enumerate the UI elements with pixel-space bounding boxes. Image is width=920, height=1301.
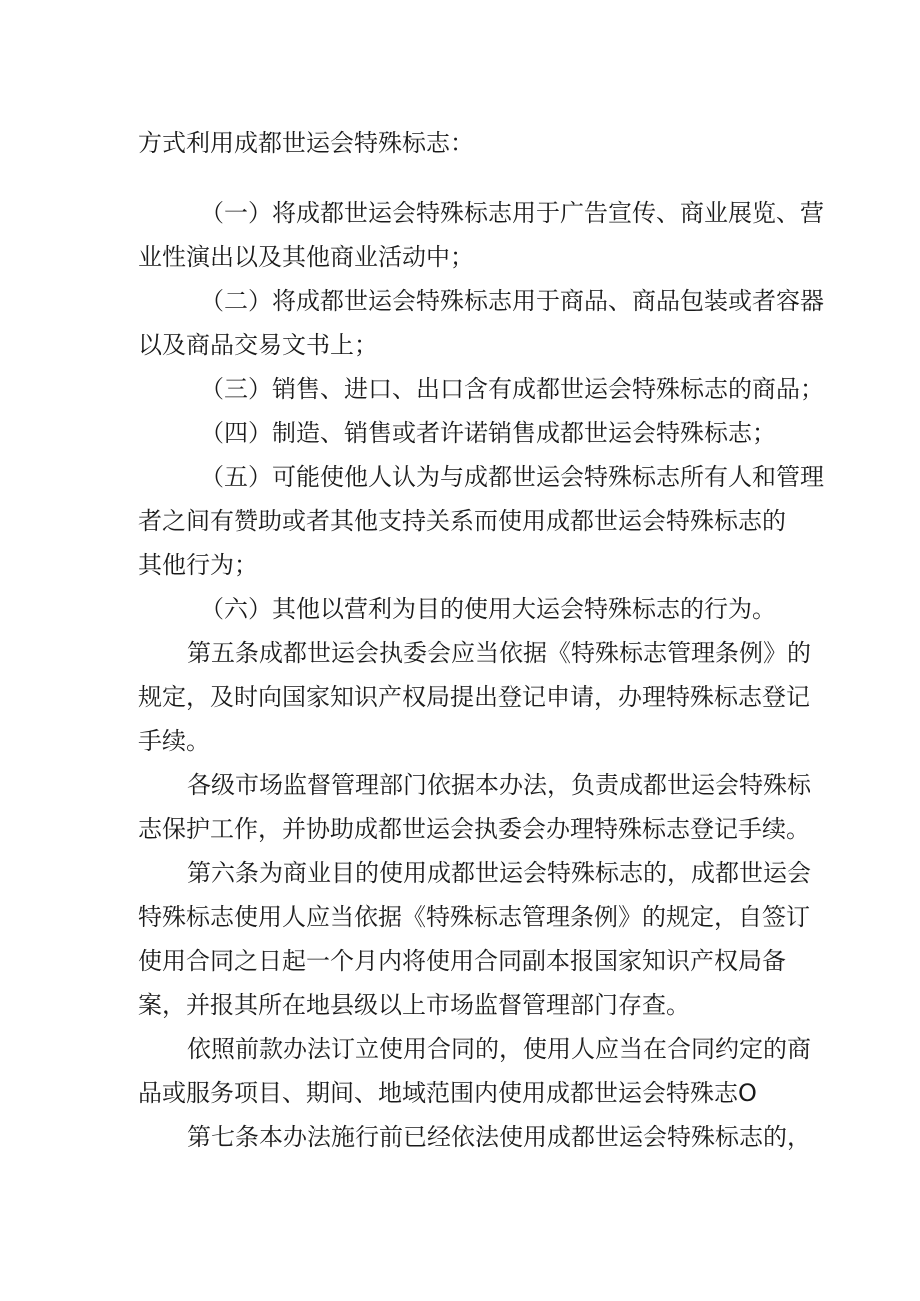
text-line: 方式利用成都世运会特殊标志： bbox=[138, 129, 474, 157]
article-5-paragraph: 第五条成都世运会执委会应当依据《特殊标志管理条例》的 bbox=[187, 639, 811, 667]
list-item-1: （一）将成都世运会特殊标志用于广告宣传、商业展览、营 bbox=[200, 199, 824, 227]
text-line: 志保护工作，并协助成都世运会执委会办理特殊标志登记手续。 bbox=[138, 815, 810, 843]
text-line: 业性演出以及其他商业活动中； bbox=[138, 243, 474, 271]
list-item-3: （三）销售、进口、出口含有成都世运会特殊标志的商品； bbox=[200, 375, 824, 403]
text-line: 使用合同之日起一个月内将使用合同副本报国家知识产权局备 bbox=[138, 947, 786, 975]
paragraph: 依照前款办法订立使用合同的，使用人应当在合同约定的商 bbox=[187, 1035, 811, 1063]
text-line: 特殊标志使用人应当依据《特殊标志管理条例》的规定，自签订 bbox=[138, 903, 810, 931]
article-7-paragraph: 第七条本办法施行前已经依法使用成都世运会特殊标志的， bbox=[187, 1123, 811, 1151]
list-item-6: （六）其他以营利为目的使用大运会特殊标志的行为。 bbox=[200, 595, 776, 623]
list-item-5: （五）可能使他人认为与成都世运会特殊标志所有人和管理 bbox=[200, 463, 824, 491]
text-line: 规定，及时向国家知识产权局提出登记申请，办理特殊标志登记 bbox=[138, 683, 810, 711]
text-line: 手续。 bbox=[138, 727, 210, 755]
text-line: 案，并报其所在地县级以上市场监督管理部门存查。 bbox=[138, 991, 690, 1019]
text-line: 品或服务项目、期间、地域范围内使用成都世运会特殊志O bbox=[138, 1079, 757, 1107]
text-line: 者之间有赞助或者其他支持关系而使用成都世运会特殊标志的 bbox=[138, 507, 786, 535]
article-6-paragraph: 第六条为商业目的使用成都世运会特殊标志的，成都世运会 bbox=[187, 859, 811, 887]
text-line: 其他行为； bbox=[138, 551, 258, 579]
list-item-4: （四）制造、销售或者许诺销售成都世运会特殊标志； bbox=[200, 419, 776, 447]
text-line: 以及商品交易文书上； bbox=[138, 331, 378, 359]
paragraph: 各级市场监督管理部门依据本办法，负责成都世运会特殊标 bbox=[187, 771, 811, 799]
list-item-2: （二）将成都世运会特殊标志用于商品、商品包装或者容器 bbox=[200, 287, 824, 315]
